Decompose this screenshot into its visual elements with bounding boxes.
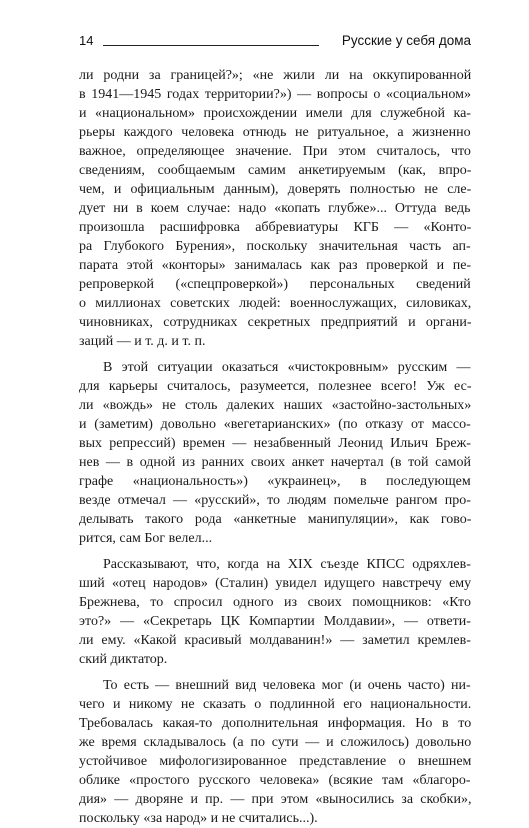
text-line: графе «национальность») «украинец», в последующем [79, 474, 471, 489]
page-number: 14 [79, 33, 94, 48]
text-line: Брежнева, то спросил одного из своих помощников: «Кто [79, 595, 471, 610]
text-line: заций — и т. д. и т. п. [79, 334, 206, 349]
text-line: ший «отец народов» (Сталин) увидел идущего навстречу ему [79, 576, 472, 591]
text-line: чиновниках, сотрудниках секретных предприятий и органи- [79, 315, 472, 330]
text-line: парата этой «конторы» занималась как раз проверкой и пе- [79, 258, 472, 273]
text-line: дует ни в коем случае: надо «копать глубже»... Оттуда ведь [79, 201, 471, 216]
text-line: То есть — внешний вид человека мог (и очень часто) ни- [103, 678, 471, 693]
text-line: чего и никому не сказать о подлинной его национальности. [79, 697, 472, 712]
text-line: поскольку «за народ» и не считались...). [79, 811, 318, 826]
paragraph [79, 66, 471, 351]
text-line: о миллионах советских людей: военнослужащих, силовиках, [79, 296, 472, 311]
text-line: ли родни за границей?»; «не жили ли на оккупированной [79, 68, 472, 83]
text-line: В этой ситуации оказаться «чистокровным» русским — [103, 360, 471, 375]
running-head [79, 33, 471, 53]
text-body [79, 66, 471, 828]
text-line: чем, и официальным данным), доверять полностью не сле- [79, 182, 472, 197]
paragraph [79, 358, 471, 548]
text-line: и (заметим) довольно «вегетарианских» (по отказу от массо- [79, 417, 471, 432]
text-line: рьеры каждого человека отнюдь не ритуальное, а жизненно [79, 125, 471, 140]
text-line: нев — в одной из ранних своих анкет начертал (в той самой [79, 455, 472, 470]
text-line: ра Глубокого Бурения», поскольку значительная часть ап- [79, 239, 471, 254]
text-line: дия» — дворяне и пр. — при этом «выносились за скобки», [79, 792, 472, 807]
text-line: Требовалась какая-то дополнительная информация. Но в то [79, 716, 472, 731]
text-line: для карьеры считалось, разумеется, полезнее всего! Уж ес- [79, 379, 472, 394]
text-line: ли ему. «Какой красивый молдаванин!» — заметил кремлев- [79, 633, 471, 648]
paragraph [79, 555, 471, 669]
book-title: Русские у себя дома [341, 33, 471, 48]
text-line: делывать такого рода «анкетные манипуляции», как гово- [79, 512, 472, 527]
text-line: рится, сам Бог велел... [79, 531, 213, 546]
text-line: репроверкой («спецпроверкой») персональных сведений [79, 277, 471, 292]
text-line: в 1941—1945 годах территории?») — вопросы о «социальном» [79, 87, 472, 102]
text-line: ский диктатор. [79, 652, 168, 667]
text-line: важное, определяющее значение. При этом считалось, что [79, 144, 471, 159]
text-line: же время складывалось (а по сути — и сложилось) довольно [79, 735, 472, 750]
text-line: это?» — «Секретарь ЦК Компартии Молдавии», — ответи- [79, 614, 471, 629]
text-line: устойчивое мифологизированное представление о внешнем [79, 754, 472, 769]
text-line: вых репрессий) времен — незабвенный Леонид Ильич Бреж- [79, 436, 471, 451]
paragraph [79, 676, 471, 828]
header-rule [103, 45, 319, 46]
text-line: ли «вождь» не столь далеких наших «застойно-застольных» [79, 398, 472, 413]
text-line: произошла расшифровка аббревиатуры КГБ — «Конто- [79, 220, 472, 235]
text-line: везде отмечал — «русский», то людям помельче рангом про- [79, 493, 471, 508]
text-line: и «национальном» происхождении имели для служебной ка- [79, 106, 471, 121]
text-line: сведениям, сообщаемым самим анкетируемым (как, впро- [79, 163, 472, 178]
text-line: Рассказывают, что, когда на XIX съезде КПСС одряхлев- [103, 557, 471, 572]
text-line: облике «простого русского человека» (всякие там «благоро- [79, 773, 471, 788]
